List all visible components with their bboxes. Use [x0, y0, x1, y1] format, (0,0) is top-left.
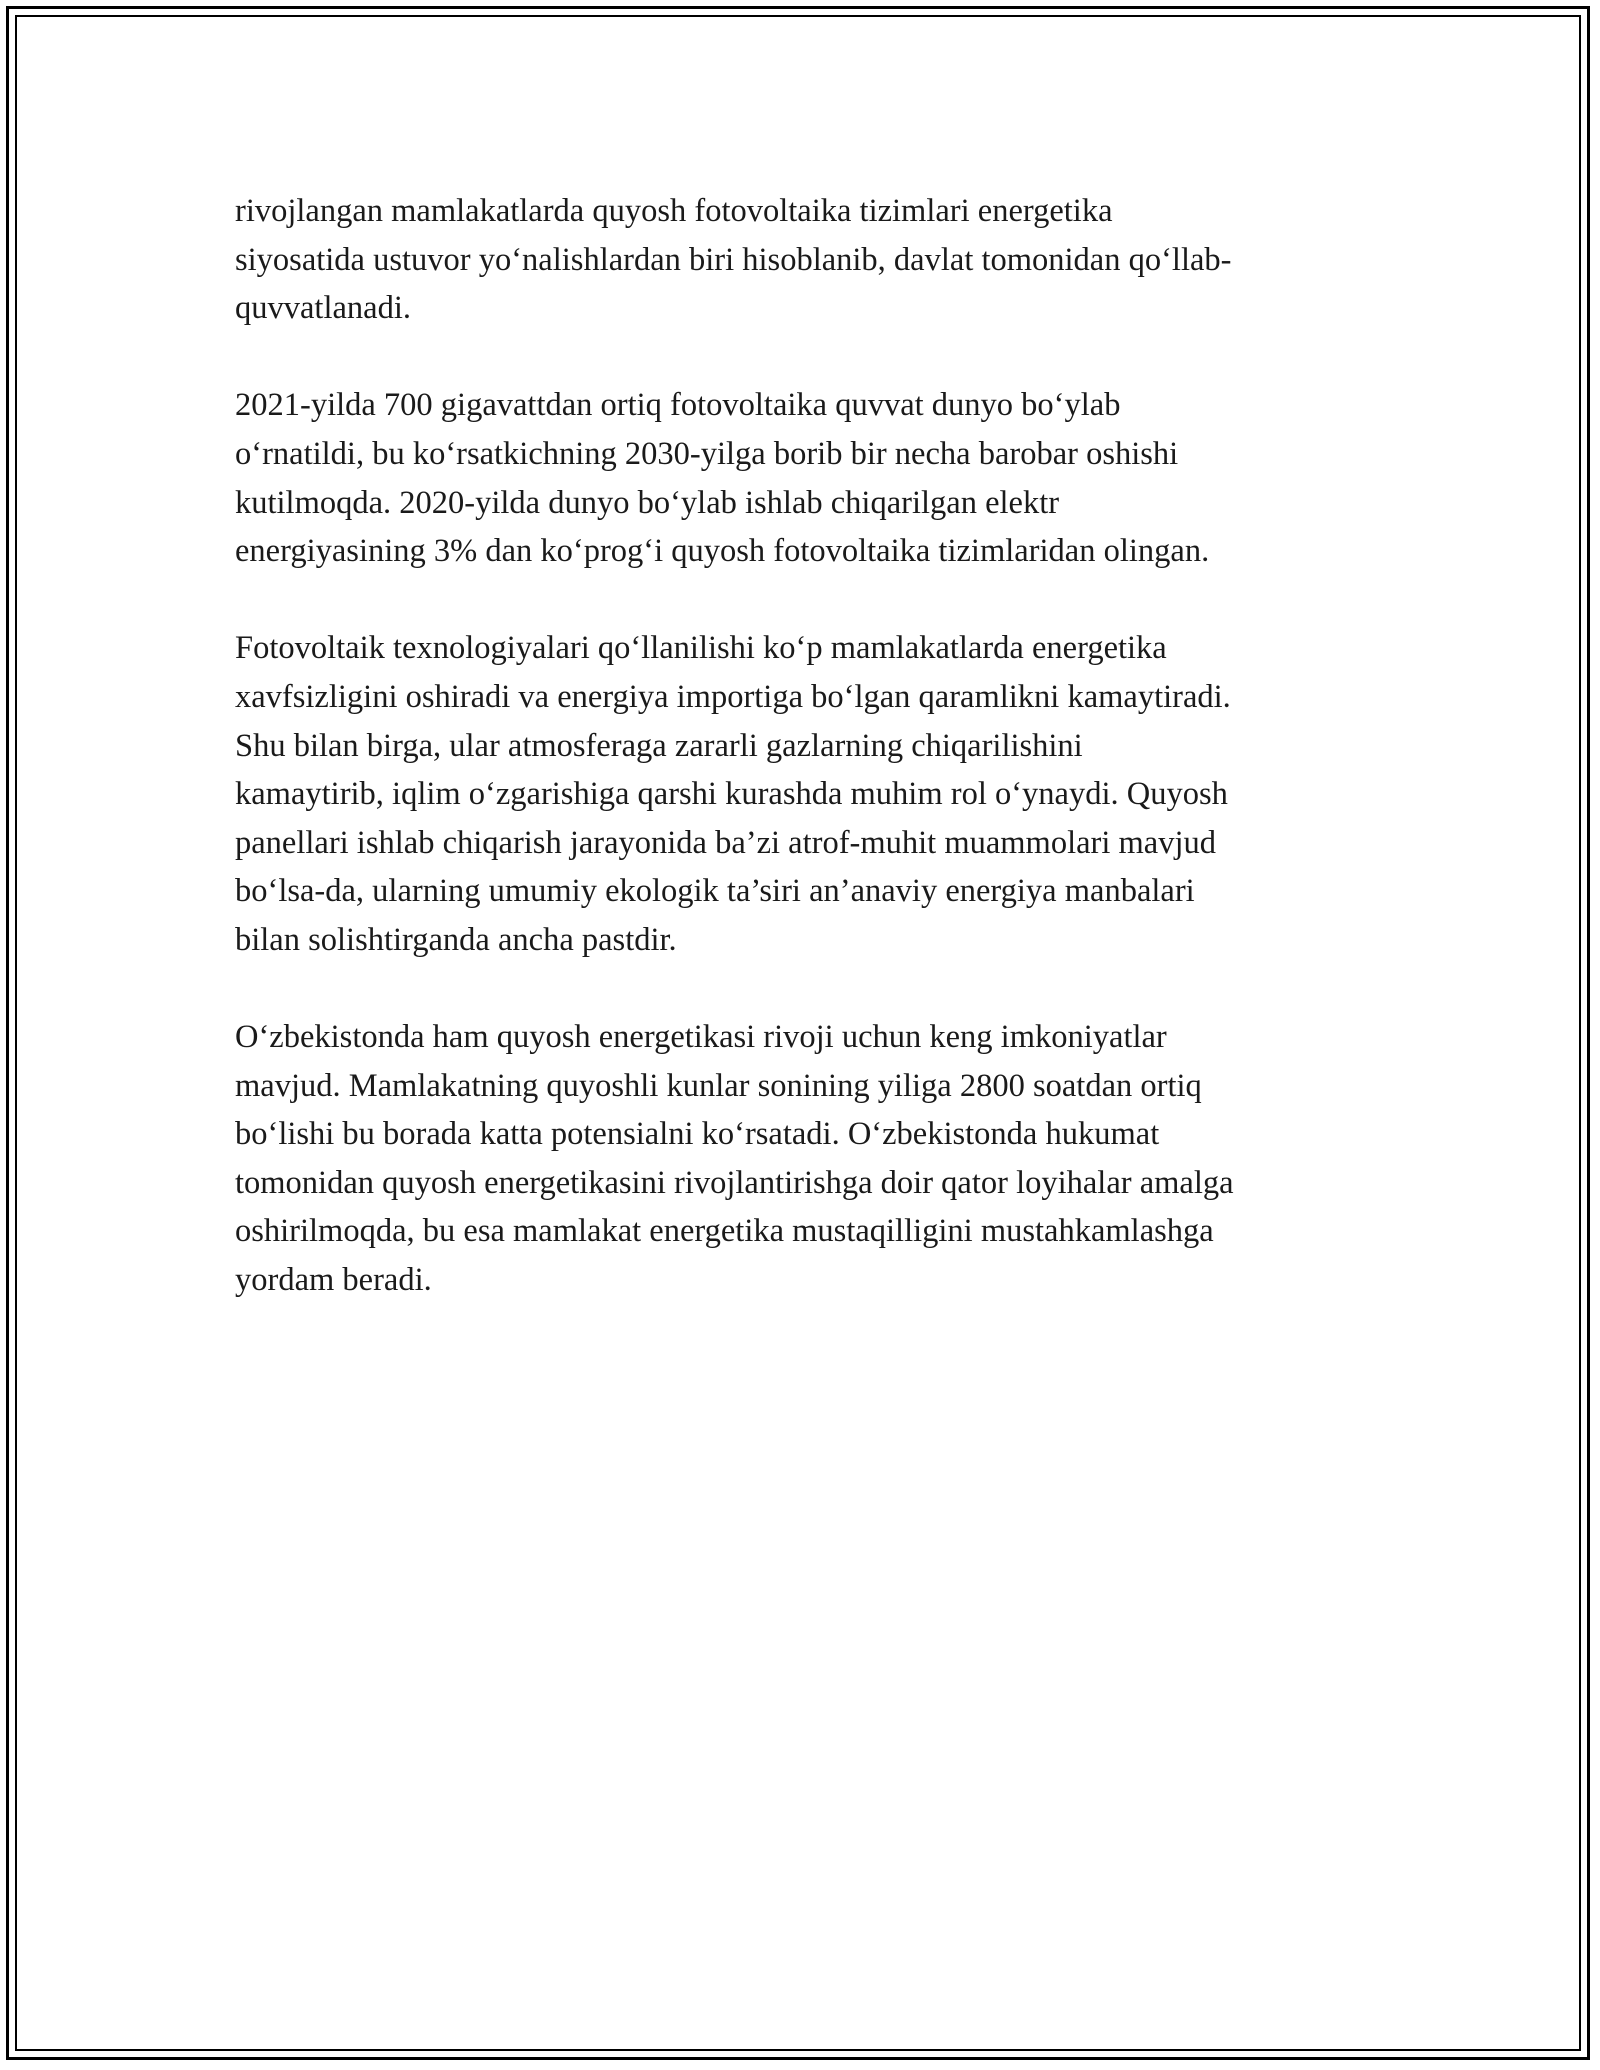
text-line: bo‘lsa-da, ularning umumiy ekologik ta’siri an’anaviy energiya manbalari	[235, 873, 1195, 910]
paragraph-2	[235, 381, 1385, 575]
text-line: yordam beradi.	[235, 1262, 432, 1299]
paragraph-4	[235, 1013, 1385, 1305]
text-line: oshirilmoqda, bu esa mamlakat energetika mustaqilligini mustahkamlashga	[235, 1213, 1214, 1250]
text-line: panellari ishlab chiqarish jarayonida ba’zi atrof-muhit muammolari mavjud	[235, 824, 1216, 861]
text-line: siyosatida ustuvor yo‘nalishlardan biri hisoblanib, davlat tomonidan qo‘llab-	[235, 241, 1232, 278]
text-line: kutilmoqda. 2020-yilda dunyo bo‘ylab ishlab chiqarilgan elektr	[235, 484, 1060, 521]
paragraph-3	[235, 624, 1385, 964]
paragraph-1	[235, 187, 1385, 333]
text-line: energiyasining 3% dan ko‘prog‘i quyosh fotovoltaika tizimlaridan olingan.	[235, 533, 1210, 570]
text-line: O‘zbekistonda ham quyosh energetikasi rivoji uchun keng imkoniyatlar	[235, 1019, 1167, 1056]
text-line: rivojlangan mamlakatlarda quyosh fotovoltaika tizimlari energetika	[235, 193, 1113, 229]
text-line: mavjud. Mamlakatning quyoshli kunlar sonining yiliga 2800 soatdan ortiq	[235, 1067, 1202, 1104]
text-line: xavfsizligini oshiradi va energiya importiga bo‘lgan qaramlikni kamaytiradi.	[235, 678, 1231, 715]
document-body	[235, 187, 1385, 1305]
text-line: Fotovoltaik texnologiyalari qo‘llanilishi ko‘p mamlakatlarda energetika	[235, 630, 1167, 667]
text-line: bo‘lishi bu borada katta potensialni ko‘rsatadi. O‘zbekistonda hukumat	[235, 1116, 1160, 1153]
text-line: o‘rnatildi, bu ko‘rsatkichning 2030-yilga borib bir necha barobar oshishi	[235, 435, 1179, 472]
text-line: Shu bilan birga, ular atmosferaga zararli gazlarning chiqarilishini	[235, 727, 1083, 764]
text-line: kamaytirib, iqlim o‘zgarishiga qarshi kurashda muhim rol o‘ynaydi. Quyosh	[235, 776, 1228, 813]
text-line: tomonidan quyosh energetikasini rivojlantirishga doir qator loyihalar amalga	[235, 1164, 1234, 1201]
text-line: 2021-yilda 700 gigavattdan ortiq fotovoltaika quvvat dunyo bo‘ylab	[235, 387, 1121, 424]
text-line: bilan solishtirganda ancha pastdir.	[235, 921, 677, 958]
text-line: quvvatlanadi.	[235, 290, 411, 327]
